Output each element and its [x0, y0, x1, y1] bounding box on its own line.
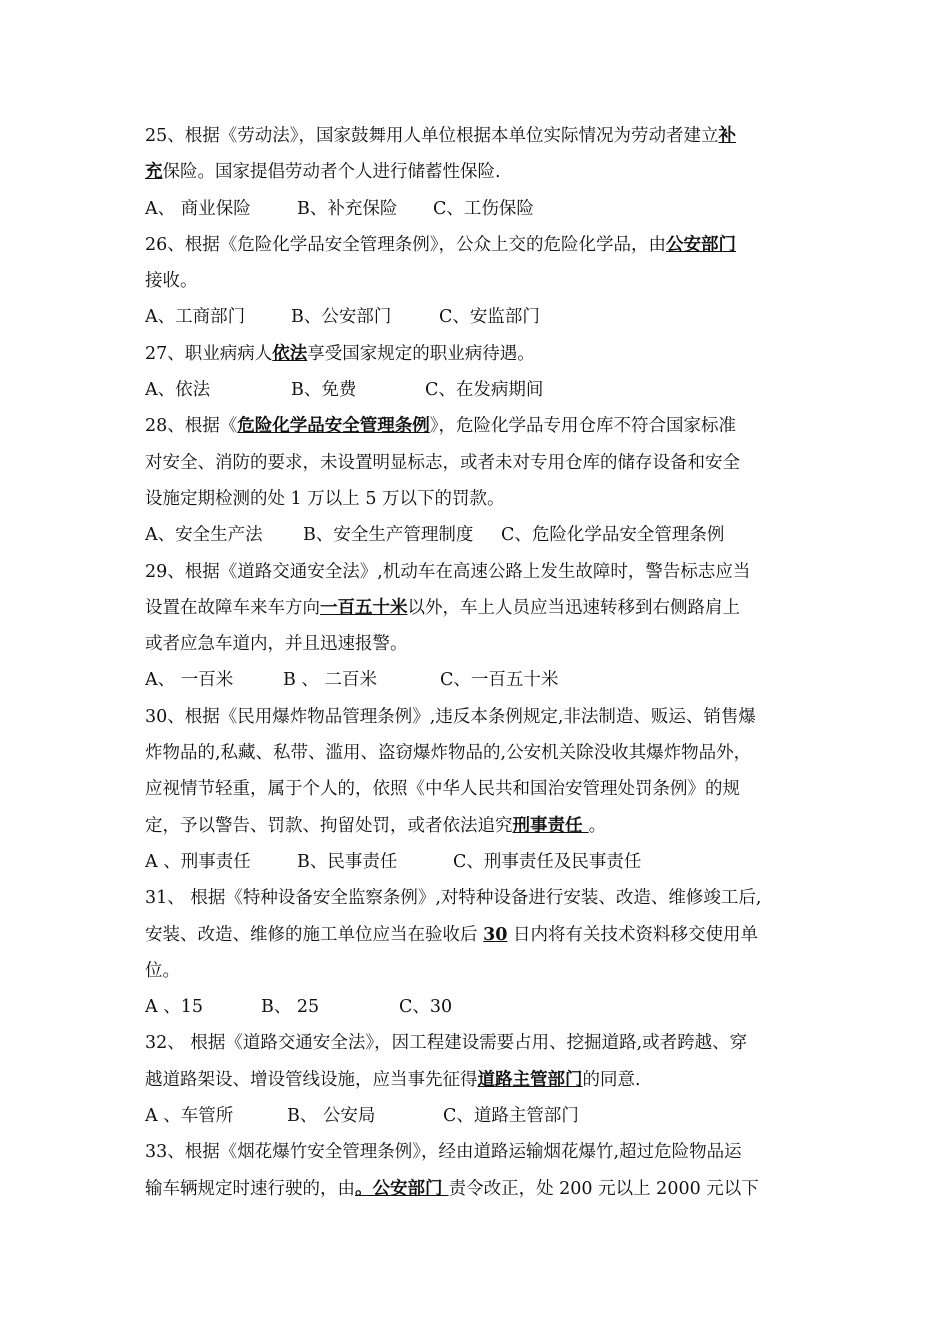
option-b: B、安全生产管理制度 — [303, 525, 474, 546]
option-c: C、一百五十米 — [440, 670, 559, 691]
question-text-line — [145, 735, 810, 771]
question-text: 接收。 — [145, 271, 198, 292]
question-29 — [145, 554, 810, 699]
option-b: B、免费 — [291, 380, 357, 401]
question-text-line — [145, 445, 810, 481]
question-text: 27、职业病病人 — [145, 343, 273, 364]
question-text: 责令改正，处 200 元以上 2000 元以下 — [448, 1178, 759, 1199]
question-25 — [145, 118, 810, 227]
options-row — [145, 662, 810, 698]
option-c: C、刑事责任及民事责任 — [453, 851, 642, 872]
question-text-line — [145, 263, 810, 299]
question-text: 位。 — [145, 960, 180, 981]
option-b: B、民事责任 — [297, 851, 398, 872]
question-32 — [145, 1025, 810, 1134]
options-row — [145, 299, 810, 335]
option-c: C、在发病期间 — [425, 380, 544, 401]
answer-highlight: 刑事责任 — [512, 815, 589, 836]
question-text: 》，危险化学品专用仓库不符合国家标准 — [429, 416, 737, 437]
answer-highlight: 公安部门 — [666, 234, 737, 255]
question-text-line — [145, 1062, 810, 1098]
option-c: C、道路主管部门 — [443, 1106, 579, 1127]
question-text: 应视情节轻重，属于个人的，依照《中华人民共和国治安管理处罚条例》的规 — [145, 779, 740, 800]
option-c: C、30 — [399, 997, 453, 1018]
options-row — [145, 191, 810, 227]
question-28 — [145, 408, 810, 553]
question-text: 25、根据《劳动法》，国家鼓舞用人单位根据本单位实际情况为劳动者建立 — [145, 126, 719, 146]
question-text: 设施定期检测的处 1 万以上 5 万以下的罚款。 — [145, 488, 505, 509]
options-row — [145, 844, 810, 880]
question-text: 28、根据《 — [145, 416, 238, 437]
option-b: B 、 二百米 — [283, 670, 377, 691]
question-text: 以外，车上人员应当迅速转移到右侧路肩上 — [407, 597, 740, 618]
question-text: 日内将有关技术资料移交使用单 — [507, 924, 758, 945]
question-text-line — [145, 880, 810, 916]
question-text: 30、根据《民用爆炸物品管理条例》,违反本条例规定,非法制造、贩运、销售爆 — [145, 706, 756, 727]
option-a: A 、车管所 — [145, 1106, 234, 1127]
question-text: 保险。国家提倡劳动者个人进行储蓄性保险. — [162, 162, 501, 183]
question-text-line — [145, 699, 810, 735]
question-text-line — [145, 917, 810, 953]
answer-highlight: 。公安部门 — [355, 1178, 449, 1199]
option-a: A、 商业保险 — [145, 198, 251, 219]
question-text: 对安全、消防的要求，未设置明显标志，或者未对专用仓库的储存设备和安全 — [145, 452, 740, 473]
question-text-line — [145, 227, 810, 263]
option-b: B、补充保险 — [297, 198, 398, 219]
question-text: 29、根据《道路交通安全法》,机动车在高速公路上发生故障时，警告标志应当 — [145, 561, 751, 582]
question-text: 或者应急车道内，并且迅速报警。 — [145, 634, 408, 655]
question-text-line — [145, 771, 810, 807]
option-a: A 、15 — [145, 997, 203, 1018]
answer-highlight: 30 — [483, 924, 508, 945]
question-text: 定，予以警告、罚款、拘留处罚，或者依法追究 — [145, 815, 513, 836]
question-text: 输车辆规定时速行驶的，由 — [145, 1178, 355, 1199]
options-row — [145, 372, 810, 408]
question-list — [145, 118, 810, 1207]
question-30 — [145, 699, 810, 880]
answer-highlight: 危险化学品安全管理条例 — [237, 416, 430, 437]
question-text-line — [145, 118, 810, 154]
question-text: 越道路架设、增设管线设施，应当事先征得 — [145, 1069, 478, 1090]
option-b: B、 公安局 — [287, 1106, 376, 1127]
question-text-line — [145, 336, 810, 372]
question-26 — [145, 227, 810, 336]
question-text: 33、根据《烟花爆竹安全管理条例》，经由道路运输烟花爆竹,超过危险物品运 — [145, 1142, 742, 1163]
question-text: 32、 根据《道路交通安全法》，因工程建设需要占用、挖掘道路,或者跨越、穿 — [145, 1033, 748, 1054]
question-text-line — [145, 554, 810, 590]
question-text: 的同意. — [582, 1069, 641, 1090]
option-a: A、依法 — [145, 380, 211, 401]
option-a: A、工商部门 — [145, 307, 246, 328]
question-text-line — [145, 590, 810, 626]
question-text: 享受国家规定的职业病待遇。 — [307, 343, 535, 364]
question-text-line — [145, 1025, 810, 1061]
options-row — [145, 517, 810, 553]
question-text: 26、根据《危险化学品安全管理条例》，公众上交的危险化学品，由 — [145, 234, 667, 255]
question-text: 设置在故障车来车方向 — [145, 597, 320, 618]
question-text-line — [145, 626, 810, 662]
answer-highlight: 充 — [145, 162, 163, 183]
option-c: C、工伤保险 — [433, 198, 534, 219]
question-text-line — [145, 1134, 810, 1170]
question-33 — [145, 1134, 810, 1207]
question-text: 安装、改造、维修的施工单位应当在验收后 — [145, 924, 484, 945]
options-row — [145, 1098, 810, 1134]
option-c: C、安监部门 — [439, 307, 540, 328]
answer-highlight: 道路主管部门 — [477, 1069, 583, 1090]
question-27 — [145, 336, 810, 409]
question-text: 31、 根据《特种设备安全监察条例》,对特种设备进行安装、改造、维修竣工后, — [145, 888, 762, 909]
option-a: A、 一百米 — [145, 670, 234, 691]
answer-highlight: 一百五十米 — [320, 597, 408, 618]
answer-highlight: 依法 — [272, 343, 308, 364]
option-a: A 、刑事责任 — [145, 851, 251, 872]
answer-highlight: 补 — [718, 126, 737, 146]
question-text-line — [145, 1171, 810, 1207]
options-row — [145, 989, 810, 1025]
question-text-line — [145, 481, 810, 517]
option-b: B、公安部门 — [291, 307, 392, 328]
question-text: 。 — [588, 815, 607, 836]
option-c: C、危险化学品安全管理条例 — [501, 525, 725, 546]
question-31 — [145, 880, 810, 1025]
question-text-line — [145, 154, 810, 190]
option-a: A、安全生产法 — [145, 525, 263, 546]
question-text-line — [145, 408, 810, 444]
option-b: B、 25 — [261, 997, 320, 1018]
question-text-line — [145, 808, 810, 844]
question-text: 炸物品的,私藏、私带、滥用、盗窃爆炸物品的,公安机关除没收其爆炸物品外， — [145, 743, 752, 764]
question-text-line — [145, 953, 810, 989]
